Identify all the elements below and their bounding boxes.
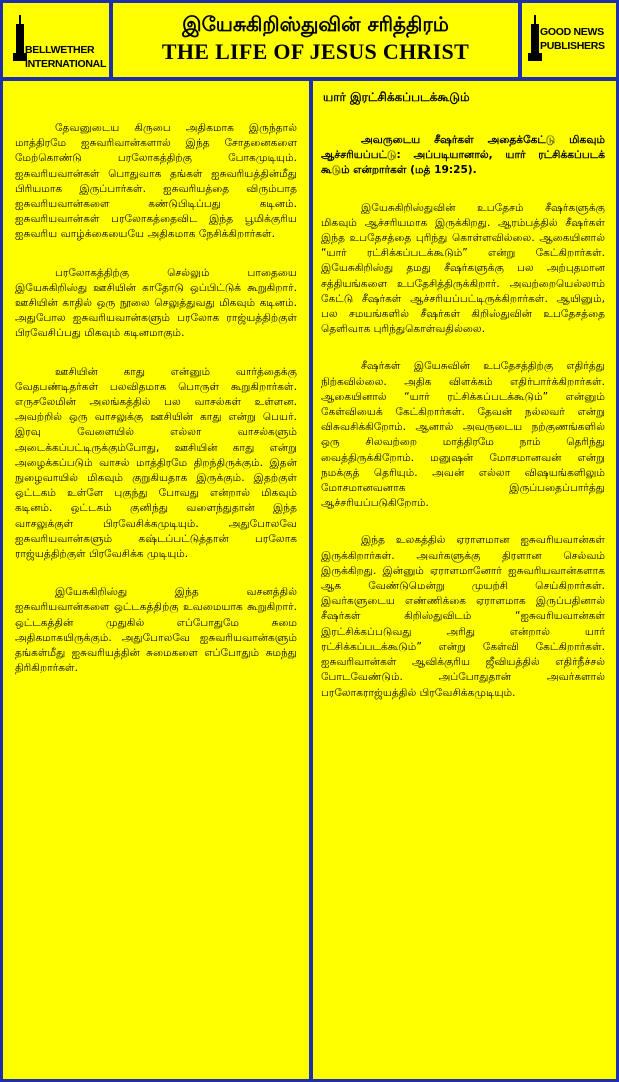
body-paragraph: சீஷர்கள் இயேசுவின் உபதேசத்திற்கு எதிர்த்து நிற்கவில்லை. அதிக விளக்கம் எதிர்பார்க்கிறார்கள். ஆகையினால் “யார் ரட்சிக்கப்படக்கூடும்” என்னும் கேள்வியைக் கேட்கிறார்கள். தேவன் நல்லவர் என்று விசுவசிக்கிறோம். ஆனால் அவருடைய நற்குணங்களில் ஒரு சிலவற்றை மாத்திரமே நாம் தெரிந்து வைத்திருக்கிறோம். மனுஷன் மோசமானவன் என்று நமக்குத் தெரியும். அவன் எல்லா விஷயங்களிலும் மோசமானவனாக இருப்பதைப்பார்த்து ஆச்சரியப்படுகிறோம். xyxy=(321,360,605,510)
left-logo-line2: INTERNATIONAL xyxy=(25,58,107,70)
page-title-english: THE LIFE OF JESUS CHRIST xyxy=(161,39,470,64)
section-heading: யார் இரட்சிக்கப்படக்கூடும் xyxy=(323,90,470,104)
right-column xyxy=(313,81,616,1079)
scripture-quote: அவருடைய சீஷர்கள் அதைக்கேட்டு மிகவும் ஆச்சரியப்பட்டு: அப்படியானால், யார் ரட்சிக்கப்படக் கூடும் என்றார்கள் (மத் 19:25). xyxy=(321,134,605,177)
body-paragraph: இயேசுகிறிஸ்து இந்த வசனத்தில் ஐசுவரியவான்களை ஒட்டகத்திற்கு உவமையாக கூறுகிறார். ஒட்டகத்தின் முதுகில் எப்போதுமே சுமை அதிகமாகயிருக்கும். அதுபோலவே ஐசுவரியவான்களும் தங்கள்மீது ஐசுவரியத்தின் சுமைகளை எப்போதும் சுமந்து திரிகிறார்கள். xyxy=(15,586,297,675)
title-banner xyxy=(113,3,518,77)
body-paragraph: இந்த உலகத்தில் ஏராளமான ஐசுவரியவான்கள் இருக்கிறார்கள். அவர்களுக்கு திரளான செல்வம் இருக்கிறது. இன்னும் ஏராளமானோர் ஐசுவரியவான்களாக ஆக வேண்டுமென்று முயற்சி செய்கிறார்கள். இவர்களுடைய எண்ணிக்கை ஏராளமாக இருப்பதினால் சீஷர்கள் கிறிஸ்துவிடம் “ஐசுவரியவான்கள் இரட்சிக்கப்படுவது அரிது என்றால் யார் ரட்சிக்கப்படக்கூடும்” என்று கேள்வி கேட்கிறார்கள். ஐசுவரிவான்கள் ஆவிக்குரிய ஜீவியத்தில் எதிர்நீச்சல் போடவேண்டும். அப்போதுதான் அவர்களால் பரலோகராஜ்யத்தில் பிரவேசிக்கமுடியும். xyxy=(321,534,605,699)
body-paragraph: ஊசியின் காது என்னும் வார்த்தைக்கு வேதபண்டிதர்கள் பலவிதமாக பொருள் கூறுகிறார்கள். எருசலேமின் அலங்கத்தில் பல வாசல்கள் உள்ளன. அவற்றில் ஒரு வாசலுக்கு ஊசியின் காது என்று பெயர். இரவு வேளையில் எல்லா வாசல்களும் அடைக்கப்பட்டிருக்கும்போது, ஊசியின் காது என்று அழைக்கப்படும் வாசல் மாத்திரமே திறந்திருக்கும். இதன் நுழைவாயில் மிகவும் குறுகியதாக இருக்கும். இதற்குள் ஒட்டகம் உள்ளே புகுந்து போவது என்றால் மிகவும் கடினம். ஒட்டகம் குனிந்து வளைந்துதான் இந்த வாசலுக்குள் பிரவேசிக்கமுடியும். அதுபோலவே ஐசுவரியவான்களும் கஷ்டப்பட்டுத்தான் பரலோக ராஜ்யத்திற்குள் பிரவேசிக்க முடியும். xyxy=(15,365,297,561)
good-news-publishers-logo xyxy=(522,3,616,77)
bellwether-logo xyxy=(3,3,109,77)
body-paragraph: தேவனுடைய கிருபை அதிகமாக இருந்தால் மாத்திரமே ஐசுவரிவான்களால் இந்த சோதனைகளை மேற்கொண்டு பரலோகத்திற்கு போகமுடியும். ஐசுவரியவான்கள் பொதுவாக தங்கள் ஐசுவரியத்தின்மீது பிரியமாக இருப்பார்கள். ஐசுவரியத்தை விரும்பாத ஐசுவரியவான்களை கண்டுபிடிப்பது கடினம். ஐசுவரியவான்கள் பரலோகத்தைவிட இந்த பூமிக்குரிய ஐசுவரிய வாழ்க்கையையே அதிகமாக நேசிக்கிறார்கள். xyxy=(15,122,297,241)
right-logo-line1: GOOD NEWS xyxy=(540,26,604,38)
left-logo-line1: BELLWETHER xyxy=(25,44,95,56)
body-paragraph: இயேசுகிறிஸ்துவின் உபதேசம் சீஷர்களுக்கு மிகவும் ஆச்சரியமாக இருக்கிறது. ஆரம்பத்தில் சீஷர்கள் இந்த உபதேசத்தை புரிந்து கொள்ளவில்லை. ஆகையினால் “யார் ரட்சிக்கப்படக்கூடும்” என்று கேட்கிறார்கள். இயேசுகிறிஸ்து தமது சீஷர்களுக்கு பல அற்புதமான சத்தியங்களை உபதேசித்திருக்கிறார். அவற்றையெல்லாம் கேட்டு சீஷர்கள் ஆச்சரியப்பட்டிருக்கிறார்கள். ஆயினும், பல சமயங்களில் சீஷர்கள் கிறிஸ்துவின் உபதேசத்தை தெளிவாக புரிந்துகொள்வதில்லை. xyxy=(321,201,605,336)
page-title-tamil: இயேசுகிறிஸ்துவின் சரித்திரம் xyxy=(182,12,449,36)
left-column xyxy=(3,81,309,1079)
right-logo-line2: PUBLISHERS xyxy=(540,40,605,52)
body-paragraph: பரலோகத்திற்கு செல்லும் பாதையை இயேசுகிறிஸ்து ஊசியின் காதோடு ஒப்பிட்டுக் கூறுகிறார். ஊசியின் காதில் ஒரு நூலை செலுத்துவது மிகவும் கடினம். அதுபோல ஐசுவரியவான்களும் பரலோக ராஜ்யத்திற்குள் பிரவேசிப்பது மிகவும் கடினமாகும். xyxy=(15,266,297,340)
